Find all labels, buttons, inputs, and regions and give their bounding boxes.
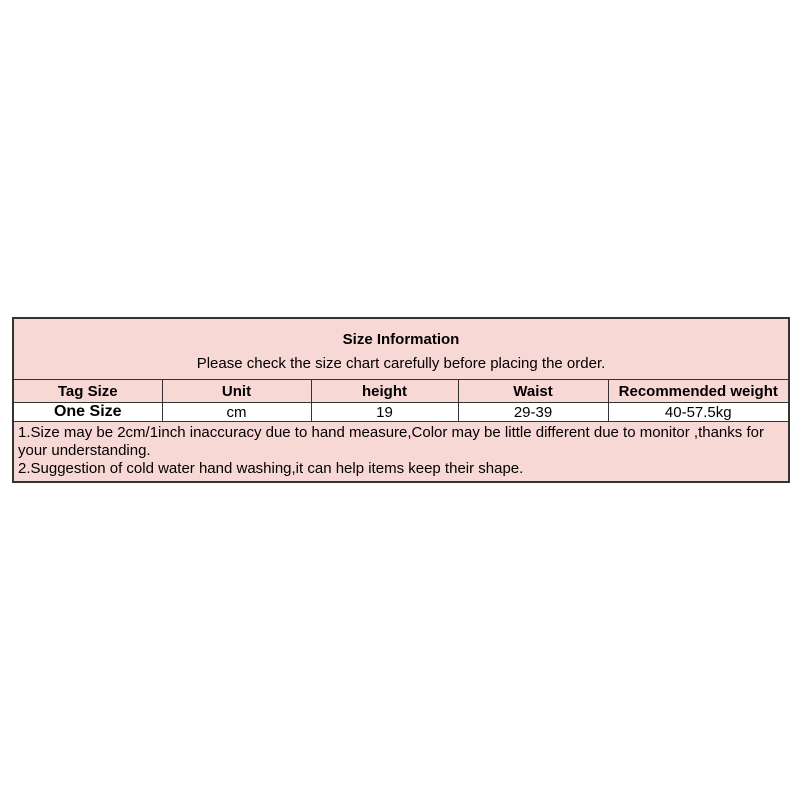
data-cell-recommended-weight: 40-57.5kg bbox=[608, 403, 789, 422]
data-cell-height: 19 bbox=[311, 403, 458, 422]
column-header-tag-size: Tag Size bbox=[13, 380, 162, 403]
note-line-1: 1.Size may be 2cm/1inch inaccuracy due to hand measure,Color may be little different due to monitor ,thanks for your understanding. bbox=[18, 424, 764, 459]
column-header-unit: Unit bbox=[162, 380, 311, 403]
column-header-waist: Waist bbox=[458, 380, 608, 403]
table-header-cell bbox=[13, 318, 789, 380]
size-chart-table bbox=[12, 317, 790, 483]
column-header-row bbox=[13, 380, 789, 403]
data-cell-waist: 29-39 bbox=[458, 403, 608, 422]
notes-cell bbox=[13, 422, 789, 483]
table-subtitle: Please check the size chart carefully before placing the order. bbox=[196, 354, 606, 372]
table-header-row bbox=[13, 318, 789, 380]
note-line-2: 2.Suggestion of cold water hand washing,it can help items keep their shape. bbox=[18, 460, 524, 477]
table-title: Size Information bbox=[342, 330, 460, 348]
column-header-height: height bbox=[311, 380, 458, 403]
size-data-row bbox=[13, 403, 789, 422]
data-cell-tag-size: One Size bbox=[13, 403, 162, 422]
data-cell-unit: cm bbox=[162, 403, 311, 422]
notes-row bbox=[13, 422, 789, 483]
column-header-recommended-weight: Recommended weight bbox=[608, 380, 789, 403]
